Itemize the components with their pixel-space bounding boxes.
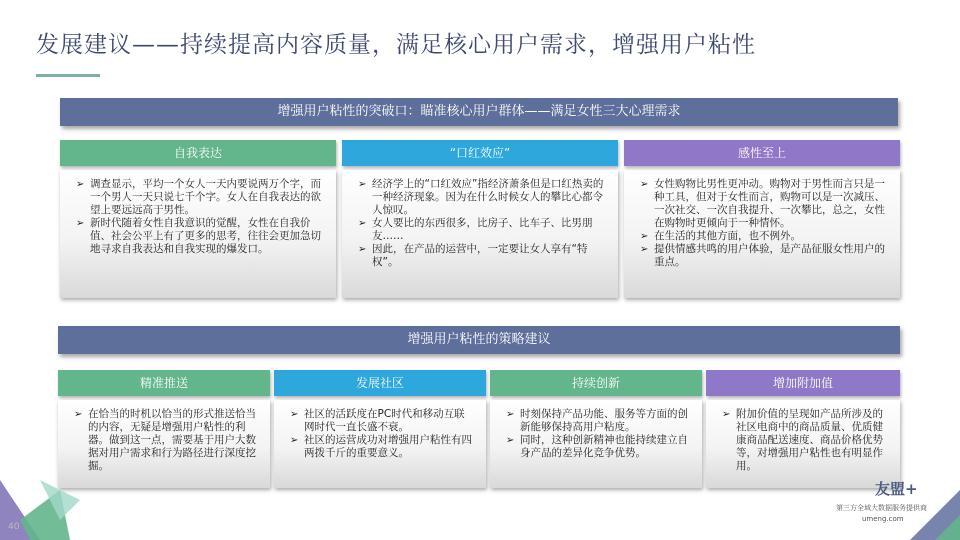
bullet-list [76, 178, 324, 256]
bullet-arrow-icon: ➢ [358, 218, 367, 229]
section1-column-self-expression [60, 140, 336, 298]
page-number: 40 [8, 522, 20, 532]
section2-banner: 增强用户粘性的策略建议 [58, 326, 900, 354]
section2-column-community [274, 370, 486, 488]
section1-column-lipstick-effect [342, 140, 618, 298]
bullet-arrow-icon: ➢ [640, 244, 649, 255]
bullet-text: 在生活的其他方面，也不例外。 [654, 230, 801, 242]
bullet-arrow-icon: ➢ [76, 218, 85, 229]
footer-tagline: 第三方全域大数据服务提供商 [836, 504, 927, 512]
section2-column-innovation [490, 370, 702, 488]
bullet-item [722, 408, 888, 473]
umeng-logo: 友盟+ [875, 480, 918, 498]
column-heading: 发展社区 [274, 370, 486, 396]
bullet-text: 女性购物比男性更冲动。购物对于男性而言只是一种工具，但对于女性而言，购物可以是一次减压、一次社交、一次自我提升、一次攀比，总之，女性在购物时更倾向于一种情怀。 [654, 178, 885, 229]
bullet-text: 时刻保持产品功能、服务等方面的创新能够保持高用户粘度。 [520, 408, 688, 433]
bullet-arrow-icon: ➢ [358, 179, 367, 190]
bullet-list [506, 408, 690, 460]
bullet-arrow-icon: ➢ [76, 179, 85, 190]
column-body [342, 170, 618, 298]
section1-column-emotion-first [624, 140, 900, 298]
section2-column-added-value [706, 370, 900, 488]
column-heading: 持续创新 [490, 370, 702, 396]
bullet-text: 社区的运营成功对增强用户粘性有四两拨千斤的重要意义。 [304, 434, 472, 459]
column-heading: 精准推送 [58, 370, 270, 396]
bullet-list [722, 408, 888, 473]
bullet-text: 同时，这种创新精神也能持续建立自身产品的差异化竞争优势。 [520, 434, 688, 459]
column-heading: 感性至上 [624, 140, 900, 166]
bullet-item [358, 217, 606, 243]
bullet-text: 因此，在产品的运营中，一定要让女人享有“特权”。 [372, 243, 588, 268]
bullet-arrow-icon: ➢ [290, 409, 299, 420]
page-title: 发展建议——持续提高内容质量，满足核心用户需求，增强用户粘性 [36, 32, 756, 58]
section1-banner: 增强用户粘性的突破口：瞄准核心用户群体——满足女性三大心理需求 [60, 98, 898, 126]
bullet-text: 调查显示，平均一个女人一天内要说两万个字，而一个男人一天只说七千个字。女人在自我表达的欲望上要远远高于男性。 [90, 178, 321, 216]
column-heading: 自我表达 [60, 140, 336, 166]
bullet-item [640, 243, 888, 269]
bullet-item [640, 230, 888, 243]
bullet-arrow-icon: ➢ [506, 409, 515, 420]
bullet-list [640, 178, 888, 269]
bullet-item [76, 178, 324, 217]
bullet-item [290, 434, 474, 460]
bullet-item [358, 243, 606, 269]
title-underline [36, 74, 100, 77]
column-body [706, 400, 900, 488]
column-body [490, 400, 702, 488]
bullet-item [506, 408, 690, 434]
column-heading: 增加附加值 [706, 370, 900, 396]
bullet-text: 提供情感共鸣的用户体验，是产品征服女性用户的重点。 [654, 243, 885, 268]
footer-url: umeng.com [862, 515, 904, 523]
bullet-text: 经济学上的“口红效应”指经济萧条但是口红热卖的一种经济现象。因为在什么时候女人的攀比心都令人惊叹。 [372, 178, 604, 216]
bullet-arrow-icon: ➢ [722, 409, 731, 420]
bullet-arrow-icon: ➢ [358, 244, 367, 255]
bullet-text: 附加价值的呈现如产品所涉及的社区电商中的商品质量、优质健康商品配送速度、商品价格优势等，对增强用户粘性也有明显作用。 [736, 408, 883, 472]
bullet-item [358, 178, 606, 217]
bullet-text: 在恰当的时机以恰当的形式推送恰当的内容，无疑是增强用户粘性的利器。做到这一点，需要基于用户大数据对用户需求和行为路径进行深度挖掘。 [88, 408, 256, 472]
column-body [624, 170, 900, 298]
bullet-arrow-icon: ➢ [290, 435, 299, 446]
column-body [60, 170, 336, 298]
bullet-item [76, 217, 324, 256]
bullet-arrow-icon: ➢ [506, 435, 515, 446]
bullet-arrow-icon: ➢ [74, 409, 83, 420]
bottom-right-decoration [890, 460, 960, 540]
bullet-text: 女人要比的东西很多，比房子、比车子、比男朋友…… [372, 217, 593, 242]
column-body [274, 400, 486, 488]
bullet-item [506, 434, 690, 460]
bullet-item [290, 408, 474, 434]
bullet-list [358, 178, 606, 269]
bullet-list [290, 408, 474, 460]
bullet-item [640, 178, 888, 230]
bullet-text: 社区的活跃度在PC时代和移动互联网时代一直长盛不衰。 [304, 408, 465, 433]
bullet-text: 新时代随着女性自我意识的觉醒，女性在自我价值、社会公平上有了更多的思考，往往会更加急切地寻求自我表达和自我实现的爆发口。 [90, 217, 321, 255]
bullet-arrow-icon: ➢ [640, 179, 649, 190]
column-heading: “口红效应” [342, 140, 618, 166]
bullet-arrow-icon: ➢ [640, 231, 649, 242]
